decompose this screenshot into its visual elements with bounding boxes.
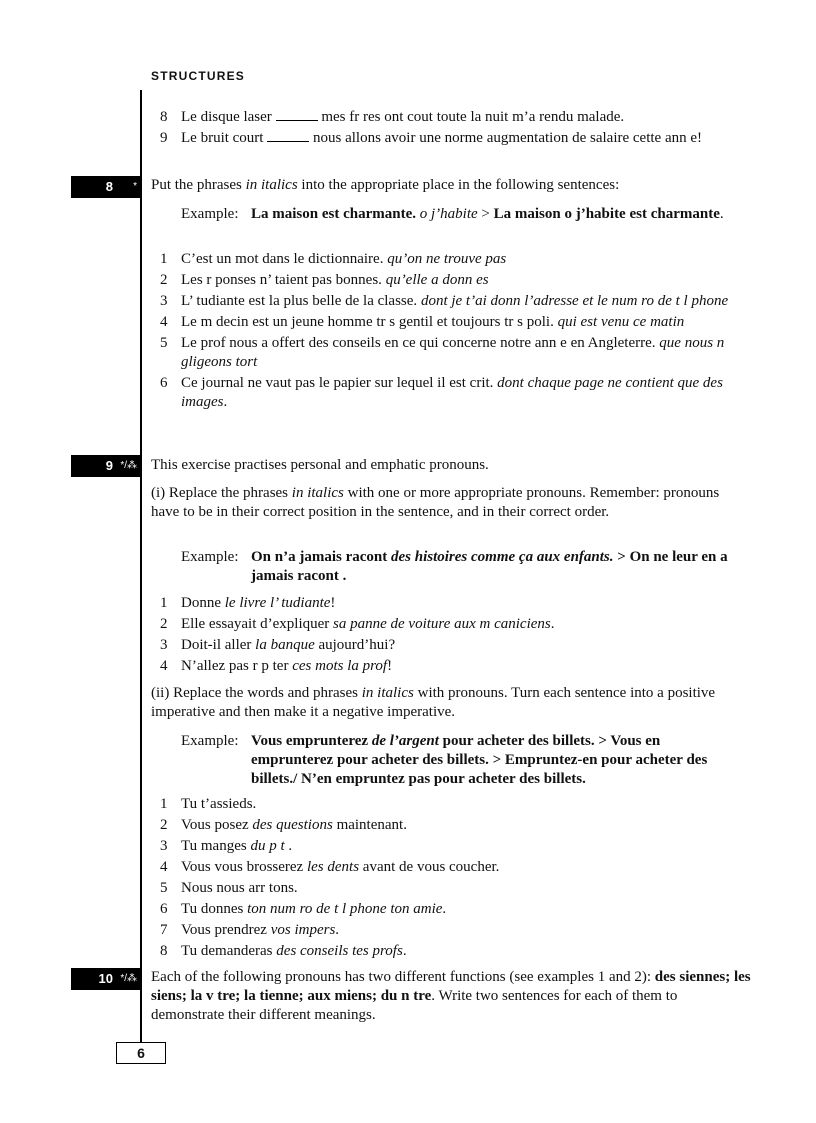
exercise-10-badge: 10 */⁂: [71, 968, 141, 990]
exercise-9-example-1: Example: On n’a jamais racont des histoires comme ça aux enfants. > On ne leur en a jamais racont .: [181, 549, 728, 584]
item-number: 9: [160, 130, 168, 146]
list-item: 9 Le bruit court nous allons avoir une norme augmentation de salaire cette ann e!: [160, 130, 703, 146]
exercise-8-list: [160, 250, 760, 414]
exercise-9-list-2: [160, 795, 760, 963]
list-item: 4 Vous vous brosserez les dents avant de vous coucher.: [160, 859, 500, 875]
difficulty-icon: */⁂: [120, 460, 137, 471]
list-item: 2 Vous posez des questions maintenant.: [160, 817, 407, 833]
exercise-9-intro: This exercise practises personal and emphatic pronouns.: [151, 457, 489, 473]
difficulty-icon: *: [133, 181, 137, 192]
exercise-9-example-2: Example: Vous emprunterez de l’argent pour acheter des billets. > Vous en emprunterez pour acheter des billets. > Empruntez-en pour acheter des billets./ N’en empruntez pas pour acheter des billets.: [181, 733, 708, 787]
list-item: 6 Tu donnes ton num ro de t l phone ton amie.: [160, 901, 447, 917]
exercise-9-part2: (ii) Replace the words and phrases in italics with pronouns. Turn each sentence into a positive imperative and then make it a negative imperative.: [151, 685, 716, 720]
exercise-10-instruction: Each of the following pronouns has two different functions (see examples 1 and 2): des siennes; les siens; la v tre; la tienne; aux miens; du n tre. Write two sentences for each of them to demonstrate their different meanings.: [151, 969, 751, 1023]
list-item: 4 Le m decin est un jeune homme tr s gentil et toujours tr s poli. qui est venu ce matin: [160, 314, 685, 330]
list-item: 7 Vous prendrez vos impers.: [160, 922, 340, 938]
list-item: 5 Nous nous arr tons.: [160, 880, 298, 896]
continued-list: [160, 108, 760, 150]
exercise-8-badge: 8 *: [71, 176, 141, 198]
running-header: STRUCTURES: [151, 69, 246, 83]
list-item: 1 C’est un mot dans le dictionnaire. qu’on ne trouve pas: [160, 251, 507, 267]
list-item: 2 Elle essayait d’expliquer sa panne de voiture aux m caniciens.: [160, 616, 555, 632]
margin-rule: [140, 90, 142, 1042]
list-item: 2 Les r ponses n’ taient pas bonnes. qu’elle a donn es: [160, 272, 489, 288]
exercise-9-badge: 9 */⁂: [71, 455, 141, 477]
list-item: 4 N’allez pas r p ter ces mots la prof!: [160, 658, 393, 674]
list-item: 1 Tu t’assieds.: [160, 796, 257, 812]
exercise-9-part1: (i) Replace the phrases in italics with one or more appropriate pronouns. Remember: pronouns have to be in their correct position in the sentence, and in their correct order.: [151, 485, 720, 520]
item-number: 8: [160, 109, 168, 125]
exercise-8-example: Example: La maison est charmante. o j’habite > La maison o j’habite est charmante.: [181, 206, 724, 222]
list-item: 3 L’ tudiante est la plus belle de la classe. dont je t’ai donn l’adresse et le num ro de t l phone: [160, 293, 729, 309]
list-item: 6 Ce journal ne vaut pas le papier sur lequel il est crit. dont chaque page ne contient que des images.: [160, 375, 723, 410]
page-number: 6: [116, 1042, 166, 1064]
example-label: Example:: [181, 549, 239, 565]
answer-blank: [276, 108, 318, 121]
list-item: 8 Tu demanderas des conseils tes profs.: [160, 943, 407, 959]
list-item: 5 Le prof nous a offert des conseils en ce qui concerne notre ann e en Angleterre. que nous n gligeons tort: [160, 335, 725, 370]
answer-blank: [267, 129, 309, 142]
list-item: 3 Tu manges du p t .: [160, 838, 293, 854]
list-item: 3 Doit-il aller la banque aujourd’hui?: [160, 637, 396, 653]
difficulty-icon: */⁂: [120, 973, 137, 984]
example-label: Example:: [181, 206, 239, 222]
list-item: 8 Le disque laser mes fr res ont cout toute la nuit m’a rendu malade.: [160, 109, 625, 125]
example-label: Example:: [181, 733, 239, 749]
list-item: 1 Donne le livre l’ tudiante!: [160, 595, 336, 611]
exercise-8-instruction: Put the phrases in italics into the appropriate place in the following sentences:: [151, 177, 620, 193]
exercise-9-list-1: [160, 594, 760, 678]
